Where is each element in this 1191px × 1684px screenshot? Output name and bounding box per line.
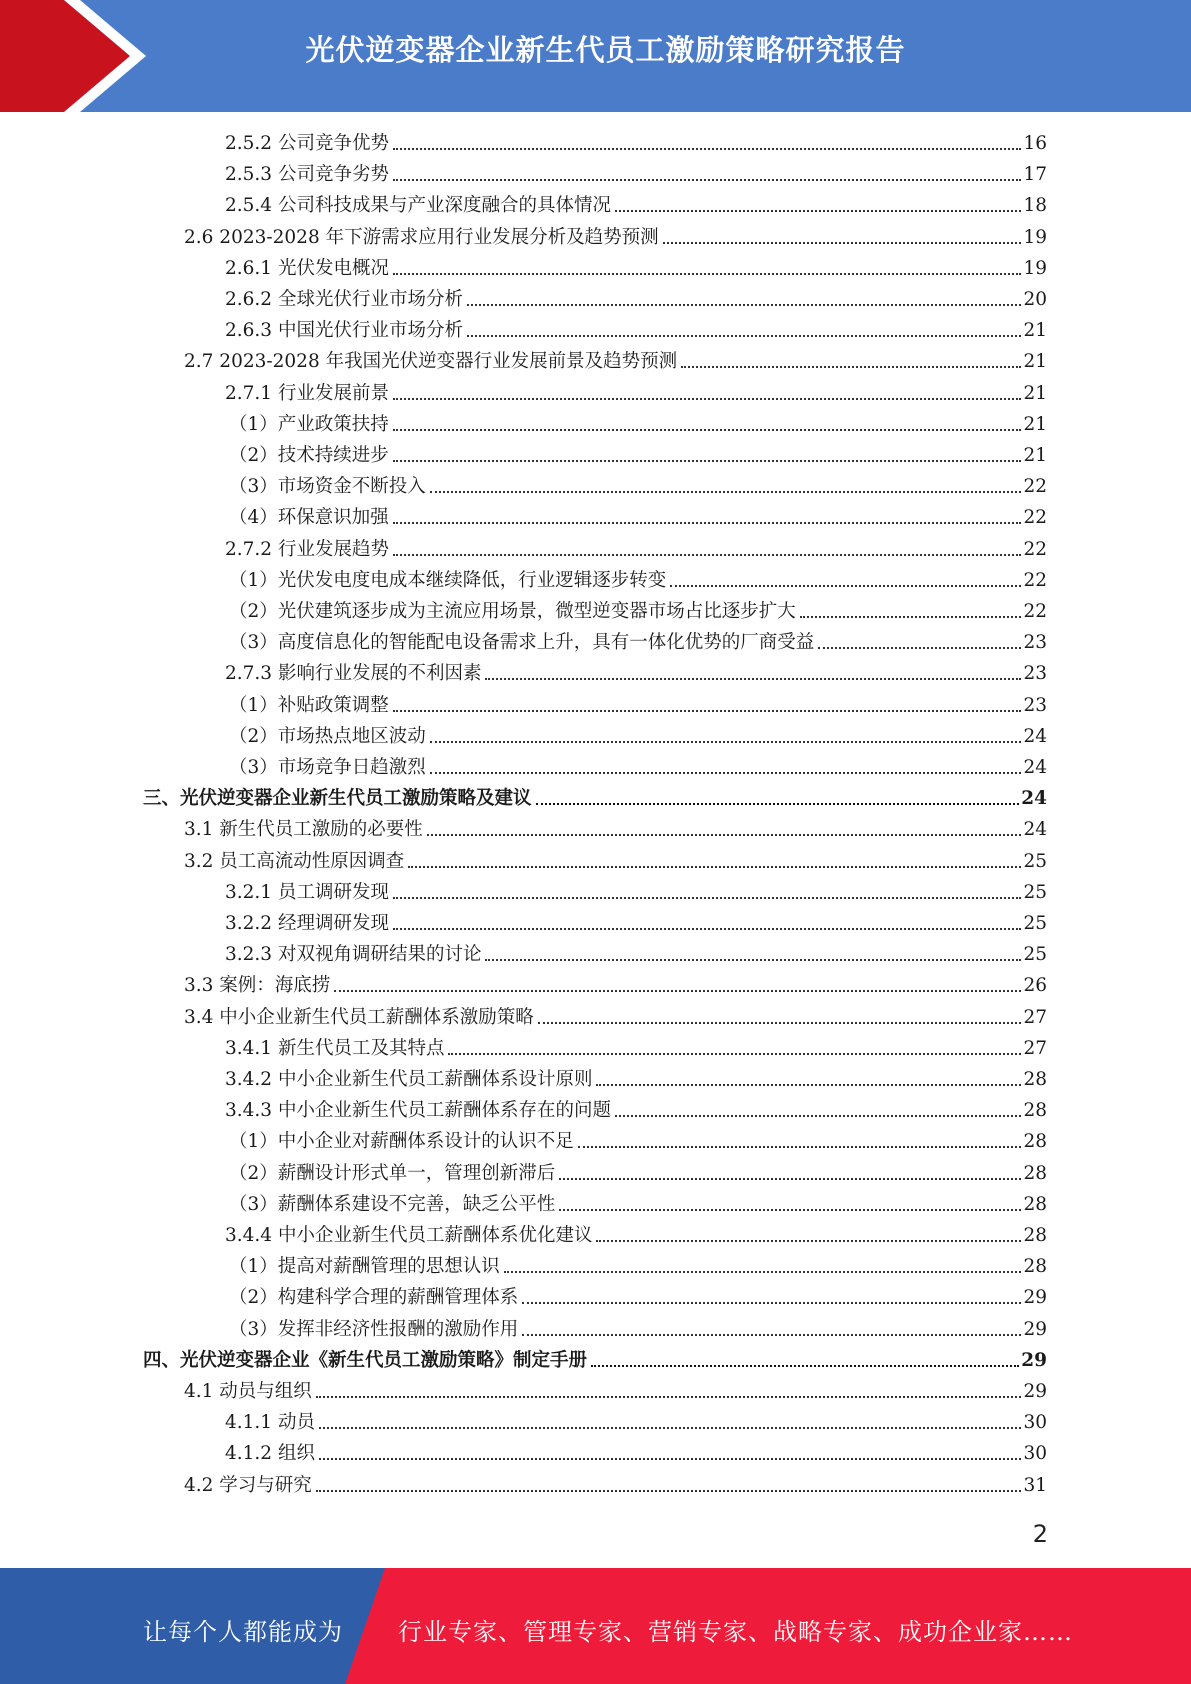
toc-entry-page: 17	[1023, 164, 1047, 186]
toc-entry[interactable]	[229, 409, 1047, 437]
toc-entry-page: 23	[1023, 632, 1047, 654]
toc-leader-dots	[818, 646, 1021, 649]
toc-leader-dots	[393, 896, 1021, 899]
toc-entry[interactable]	[225, 378, 1047, 406]
toc-entry-label: （1）提高对薪酬管理的思想认识	[229, 1256, 500, 1278]
toc-leader-dots	[319, 1457, 1022, 1460]
toc-leader-dots	[522, 1333, 1021, 1336]
toc-entry[interactable]	[229, 565, 1047, 593]
toc-entry[interactable]	[225, 190, 1047, 218]
toc-entry-page: 19	[1023, 226, 1047, 248]
toc-entry[interactable]	[225, 159, 1047, 187]
toc-leader-dots	[334, 989, 1021, 992]
toc-entry-page: 24	[1021, 788, 1047, 810]
toc-leader-dots	[393, 147, 1021, 150]
toc-leader-dots	[681, 365, 1021, 368]
toc-entry-label: 2.6.3 中国光伏行业市场分析	[225, 320, 463, 342]
toc-entry-page: 21	[1023, 413, 1047, 435]
toc-leader-dots	[393, 272, 1021, 275]
toc-entry-label: 2.6.1 光伏发电概况	[225, 257, 389, 279]
toc-entry-label: 3.4.2 中小企业新生代员工薪酬体系设计原则	[225, 1069, 593, 1090]
toc-entry[interactable]	[225, 284, 1047, 312]
toc-entry-page: 29	[1021, 1349, 1047, 1371]
toc-entry-page: 19	[1023, 257, 1047, 279]
toc-entry-page: 21	[1023, 351, 1047, 373]
toc-entry-page: 24	[1023, 725, 1047, 747]
toc-entry[interactable]	[184, 846, 1047, 874]
toc-entry[interactable]	[229, 440, 1047, 468]
toc-leader-dots	[430, 740, 1022, 743]
toc-entry-page: 28	[1023, 1193, 1047, 1215]
toc-entry[interactable]	[225, 658, 1047, 686]
toc-entry-label: （2）薪酬设计形式单一，管理创新滞后	[229, 1162, 556, 1184]
toc-entry-label: 3.2.1 员工调研发现	[225, 881, 389, 903]
toc-leader-dots	[448, 1052, 1021, 1055]
toc-leader-dots	[393, 459, 1022, 462]
toc-entry-label: （2）构建科学合理的薪酬管理体系	[229, 1287, 519, 1309]
toc-entry[interactable]	[225, 1064, 1047, 1092]
toc-entry[interactable]	[225, 1407, 1047, 1435]
toc-entry[interactable]	[184, 970, 1047, 998]
toc-entry[interactable]	[229, 596, 1047, 624]
toc-entry-page: 28	[1023, 1100, 1047, 1122]
toc-entry[interactable]	[229, 1282, 1047, 1310]
report-title: 光伏逆变器企业新生代员工激励策略研究报告	[305, 33, 906, 67]
toc-entry-page: 22	[1023, 507, 1047, 529]
toc-entry-label: 2.7.1 行业发展前景	[225, 382, 389, 404]
toc-entry-label: 4.2 学习与研究	[184, 1474, 312, 1496]
toc-entry[interactable]	[143, 783, 1047, 811]
toc-entry[interactable]	[184, 1470, 1047, 1498]
toc-leader-dots	[316, 1489, 1022, 1492]
page-number: 2	[1032, 1520, 1048, 1548]
toc-entry-page: 21	[1023, 320, 1047, 342]
toc-entry-page: 22	[1023, 601, 1047, 622]
toc-entry-label: 3.4 中小企业新生代员工薪酬体系激励策略	[184, 1006, 534, 1028]
toc-entry-label: （1）补贴政策调整	[229, 694, 389, 716]
toc-entry-label: （3）市场竞争日趋激烈	[229, 757, 426, 778]
toc-entry-label: 2.7.2 行业发展趋势	[225, 538, 389, 560]
toc-entry-page: 28	[1023, 1162, 1047, 1184]
toc-entry-label: 3.3 案例：海底捞	[184, 975, 331, 997]
toc-entry-page: 25	[1023, 881, 1047, 903]
toc-entry-label: （1）光伏发电度电成本继续降低，行业逻辑逐步转变	[229, 569, 667, 591]
toc-entry[interactable]	[225, 534, 1047, 562]
toc-entry[interactable]	[225, 1033, 1047, 1061]
toc-leader-dots	[393, 927, 1021, 930]
toc-entry[interactable]	[225, 1220, 1047, 1248]
toc-entry-label: （3）发挥非经济性报酬的激励作用	[229, 1318, 519, 1340]
toc-entry-page: 27	[1023, 1037, 1047, 1059]
toc-entry-page: 22	[1023, 538, 1047, 560]
toc-entry[interactable]	[229, 471, 1047, 499]
toc-leader-dots	[467, 303, 1021, 306]
toc-leader-dots	[467, 334, 1021, 337]
toc-entry-label: 4.1.2 组织	[225, 1443, 315, 1465]
toc-entry[interactable]	[229, 1189, 1047, 1217]
toc-entry[interactable]	[225, 253, 1047, 281]
toc-entry-page: 28	[1023, 1131, 1047, 1153]
toc-entry-label: 3.2.2 经理调研发现	[225, 913, 389, 934]
toc-entry-page: 21	[1023, 445, 1047, 466]
toc-entry-page: 22	[1023, 569, 1047, 591]
toc-entry-label: （2）市场热点地区波动	[229, 725, 426, 747]
toc-leader-dots	[615, 1114, 1021, 1117]
toc-entry-label: 3.4.4 中小企业新生代员工薪酬体系优化建议	[225, 1225, 593, 1246]
toc-entry-label: （4）环保意识加强	[229, 507, 389, 529]
toc-entry-page: 28	[1023, 1225, 1047, 1246]
toc-entry-page: 21	[1023, 382, 1047, 404]
toc-leader-dots	[427, 833, 1022, 836]
toc-leader-dots	[408, 865, 1021, 868]
toc-entry[interactable]	[229, 1158, 1047, 1186]
toc-entry-label: 2.7 2023-2028 年我国光伏逆变器行业发展前景及趋势预测	[184, 351, 678, 373]
toc-entry[interactable]	[229, 1314, 1047, 1342]
toc-entry-label: 2.6.2 全球光伏行业市场分析	[225, 289, 463, 310]
toc-leader-dots	[559, 1177, 1021, 1180]
toc-entry-label: 3.2 员工高流动性原因调查	[184, 850, 405, 872]
toc-leader-dots	[559, 1208, 1021, 1211]
toc-leader-dots	[393, 397, 1021, 400]
toc-entry[interactable]	[225, 128, 1047, 156]
toc-entry-page: 23	[1023, 694, 1047, 716]
toc-entry-label: 4.1.1 动员	[225, 1412, 315, 1434]
toc-entry-page: 24	[1023, 757, 1047, 778]
toc-leader-dots	[596, 1239, 1021, 1242]
toc-entry-label: （3）薪酬体系建设不完善，缺乏公平性	[229, 1193, 556, 1215]
toc-entry[interactable]	[229, 752, 1047, 780]
toc-entry[interactable]	[225, 1095, 1047, 1123]
toc-entry-page: 31	[1023, 1474, 1047, 1496]
toc-entry-label: （3）市场资金不断投入	[229, 476, 426, 498]
toc-entry-label: 四、光伏逆变器企业《新生代员工激励策略》制定手册	[143, 1349, 588, 1371]
toc-entry[interactable]	[225, 877, 1047, 905]
toc-entry[interactable]	[229, 1251, 1047, 1279]
toc-entry-page: 18	[1023, 195, 1047, 217]
toc-entry-label: 3.1 新生代员工激励的必要性	[184, 819, 423, 841]
toc-leader-dots	[591, 1364, 1019, 1367]
toc-leader-dots	[393, 709, 1022, 712]
footer-slogan-left: 让每个人都能成为	[143, 1618, 343, 1646]
toc-leader-dots	[615, 209, 1021, 212]
toc-leader-dots	[430, 771, 1022, 774]
toc-entry-page: 20	[1023, 289, 1047, 310]
toc-entry-page: 16	[1023, 133, 1047, 154]
toc-leader-dots	[670, 584, 1021, 587]
toc-leader-dots	[596, 1083, 1021, 1086]
toc-leader-dots	[504, 1270, 1022, 1273]
toc-entry-label: 2.7.3 影响行业发展的不利因素	[225, 663, 482, 685]
toc-entry[interactable]	[225, 315, 1047, 343]
toc-leader-dots	[663, 241, 1022, 244]
toc-entry-page: 26	[1023, 975, 1047, 997]
toc-entry-page: 29	[1023, 1318, 1047, 1340]
toc-entry-label: （2）光伏建筑逐步成为主流应用场景，微型逆变器市场占比逐步扩大	[229, 601, 796, 622]
toc-entry-label: 3.4.3 中小企业新生代员工薪酬体系存在的问题	[225, 1100, 611, 1122]
toc-entry-label: 3.4.1 新生代员工及其特点	[225, 1037, 445, 1059]
toc-entry[interactable]	[184, 1376, 1047, 1404]
toc-leader-dots	[578, 1145, 1022, 1148]
toc-entry-page: 24	[1023, 819, 1047, 841]
toc-entry-label: （3）高度信息化的智能配电设备需求上升，具有一体化优势的厂商受益	[229, 632, 815, 654]
toc-entry-page: 29	[1023, 1381, 1047, 1402]
toc-entry-label: 2.5.4 公司科技成果与产业深度融合的具体情况	[225, 195, 611, 217]
toc-leader-dots	[393, 553, 1021, 556]
toc-entry-page: 23	[1023, 663, 1047, 685]
toc-entry[interactable]	[184, 346, 1047, 374]
toc-entry-page: 22	[1023, 476, 1047, 498]
toc-leader-dots	[485, 958, 1021, 961]
toc-entry-label: （1）中小企业对薪酬体系设计的认识不足	[229, 1131, 574, 1153]
footer-slogan-right: 行业专家、管理专家、营销专家、战略专家、成功企业家……	[398, 1618, 1073, 1646]
toc-entry[interactable]	[143, 1345, 1047, 1373]
toc-entry-label: 2.5.3 公司竞争劣势	[225, 164, 389, 186]
toc-entry[interactable]	[225, 939, 1047, 967]
toc-entry[interactable]	[184, 222, 1047, 250]
toc-entry-page: 28	[1023, 1256, 1047, 1278]
toc-entry-page: 30	[1023, 1412, 1047, 1434]
toc-leader-dots	[393, 428, 1022, 431]
toc-leader-dots	[536, 802, 1020, 805]
toc-entry[interactable]	[229, 1126, 1047, 1154]
toc-entry-page: 28	[1023, 1069, 1047, 1090]
toc-entry[interactable]	[225, 1438, 1047, 1466]
toc-entry[interactable]	[229, 502, 1047, 530]
toc-leader-dots	[538, 1021, 1022, 1024]
toc-entry[interactable]	[184, 814, 1047, 842]
toc-entry-label: 2.6 2023-2028 年下游需求应用行业发展分析及趋势预测	[184, 226, 659, 248]
toc-entry-page: 30	[1023, 1443, 1047, 1465]
toc-leader-dots	[800, 615, 1022, 618]
toc-entry-label: 2.5.2 公司竞争优势	[225, 133, 389, 154]
toc-leader-dots	[393, 521, 1022, 524]
toc-entry[interactable]	[229, 627, 1047, 655]
toc-leader-dots	[316, 1395, 1022, 1398]
toc-entry-page: 25	[1023, 913, 1047, 934]
toc-entry-page: 27	[1023, 1006, 1047, 1028]
toc-entry[interactable]	[184, 1002, 1047, 1030]
toc-leader-dots	[319, 1426, 1022, 1429]
toc-leader-dots	[393, 178, 1021, 181]
toc-entry-page: 25	[1023, 944, 1047, 966]
toc-entry-label: （1）产业政策扶持	[229, 413, 389, 435]
toc-entry[interactable]	[229, 721, 1047, 749]
toc-leader-dots	[430, 490, 1022, 493]
toc-leader-dots	[485, 677, 1021, 680]
toc-entry-page: 29	[1023, 1287, 1047, 1309]
toc-entry-label: 三、光伏逆变器企业新生代员工激励策略及建议	[143, 788, 532, 810]
toc-entry-label: 4.1 动员与组织	[184, 1381, 312, 1402]
toc-entry[interactable]	[225, 908, 1047, 936]
toc-entry-label: 3.2.3 对双视角调研结果的讨论	[225, 944, 482, 966]
toc-entry[interactable]	[229, 690, 1047, 718]
toc-entry-page: 25	[1023, 850, 1047, 872]
toc-leader-dots	[522, 1301, 1021, 1304]
page-header	[0, 0, 1191, 112]
toc-entry-label: （2）技术持续进步	[229, 445, 389, 466]
